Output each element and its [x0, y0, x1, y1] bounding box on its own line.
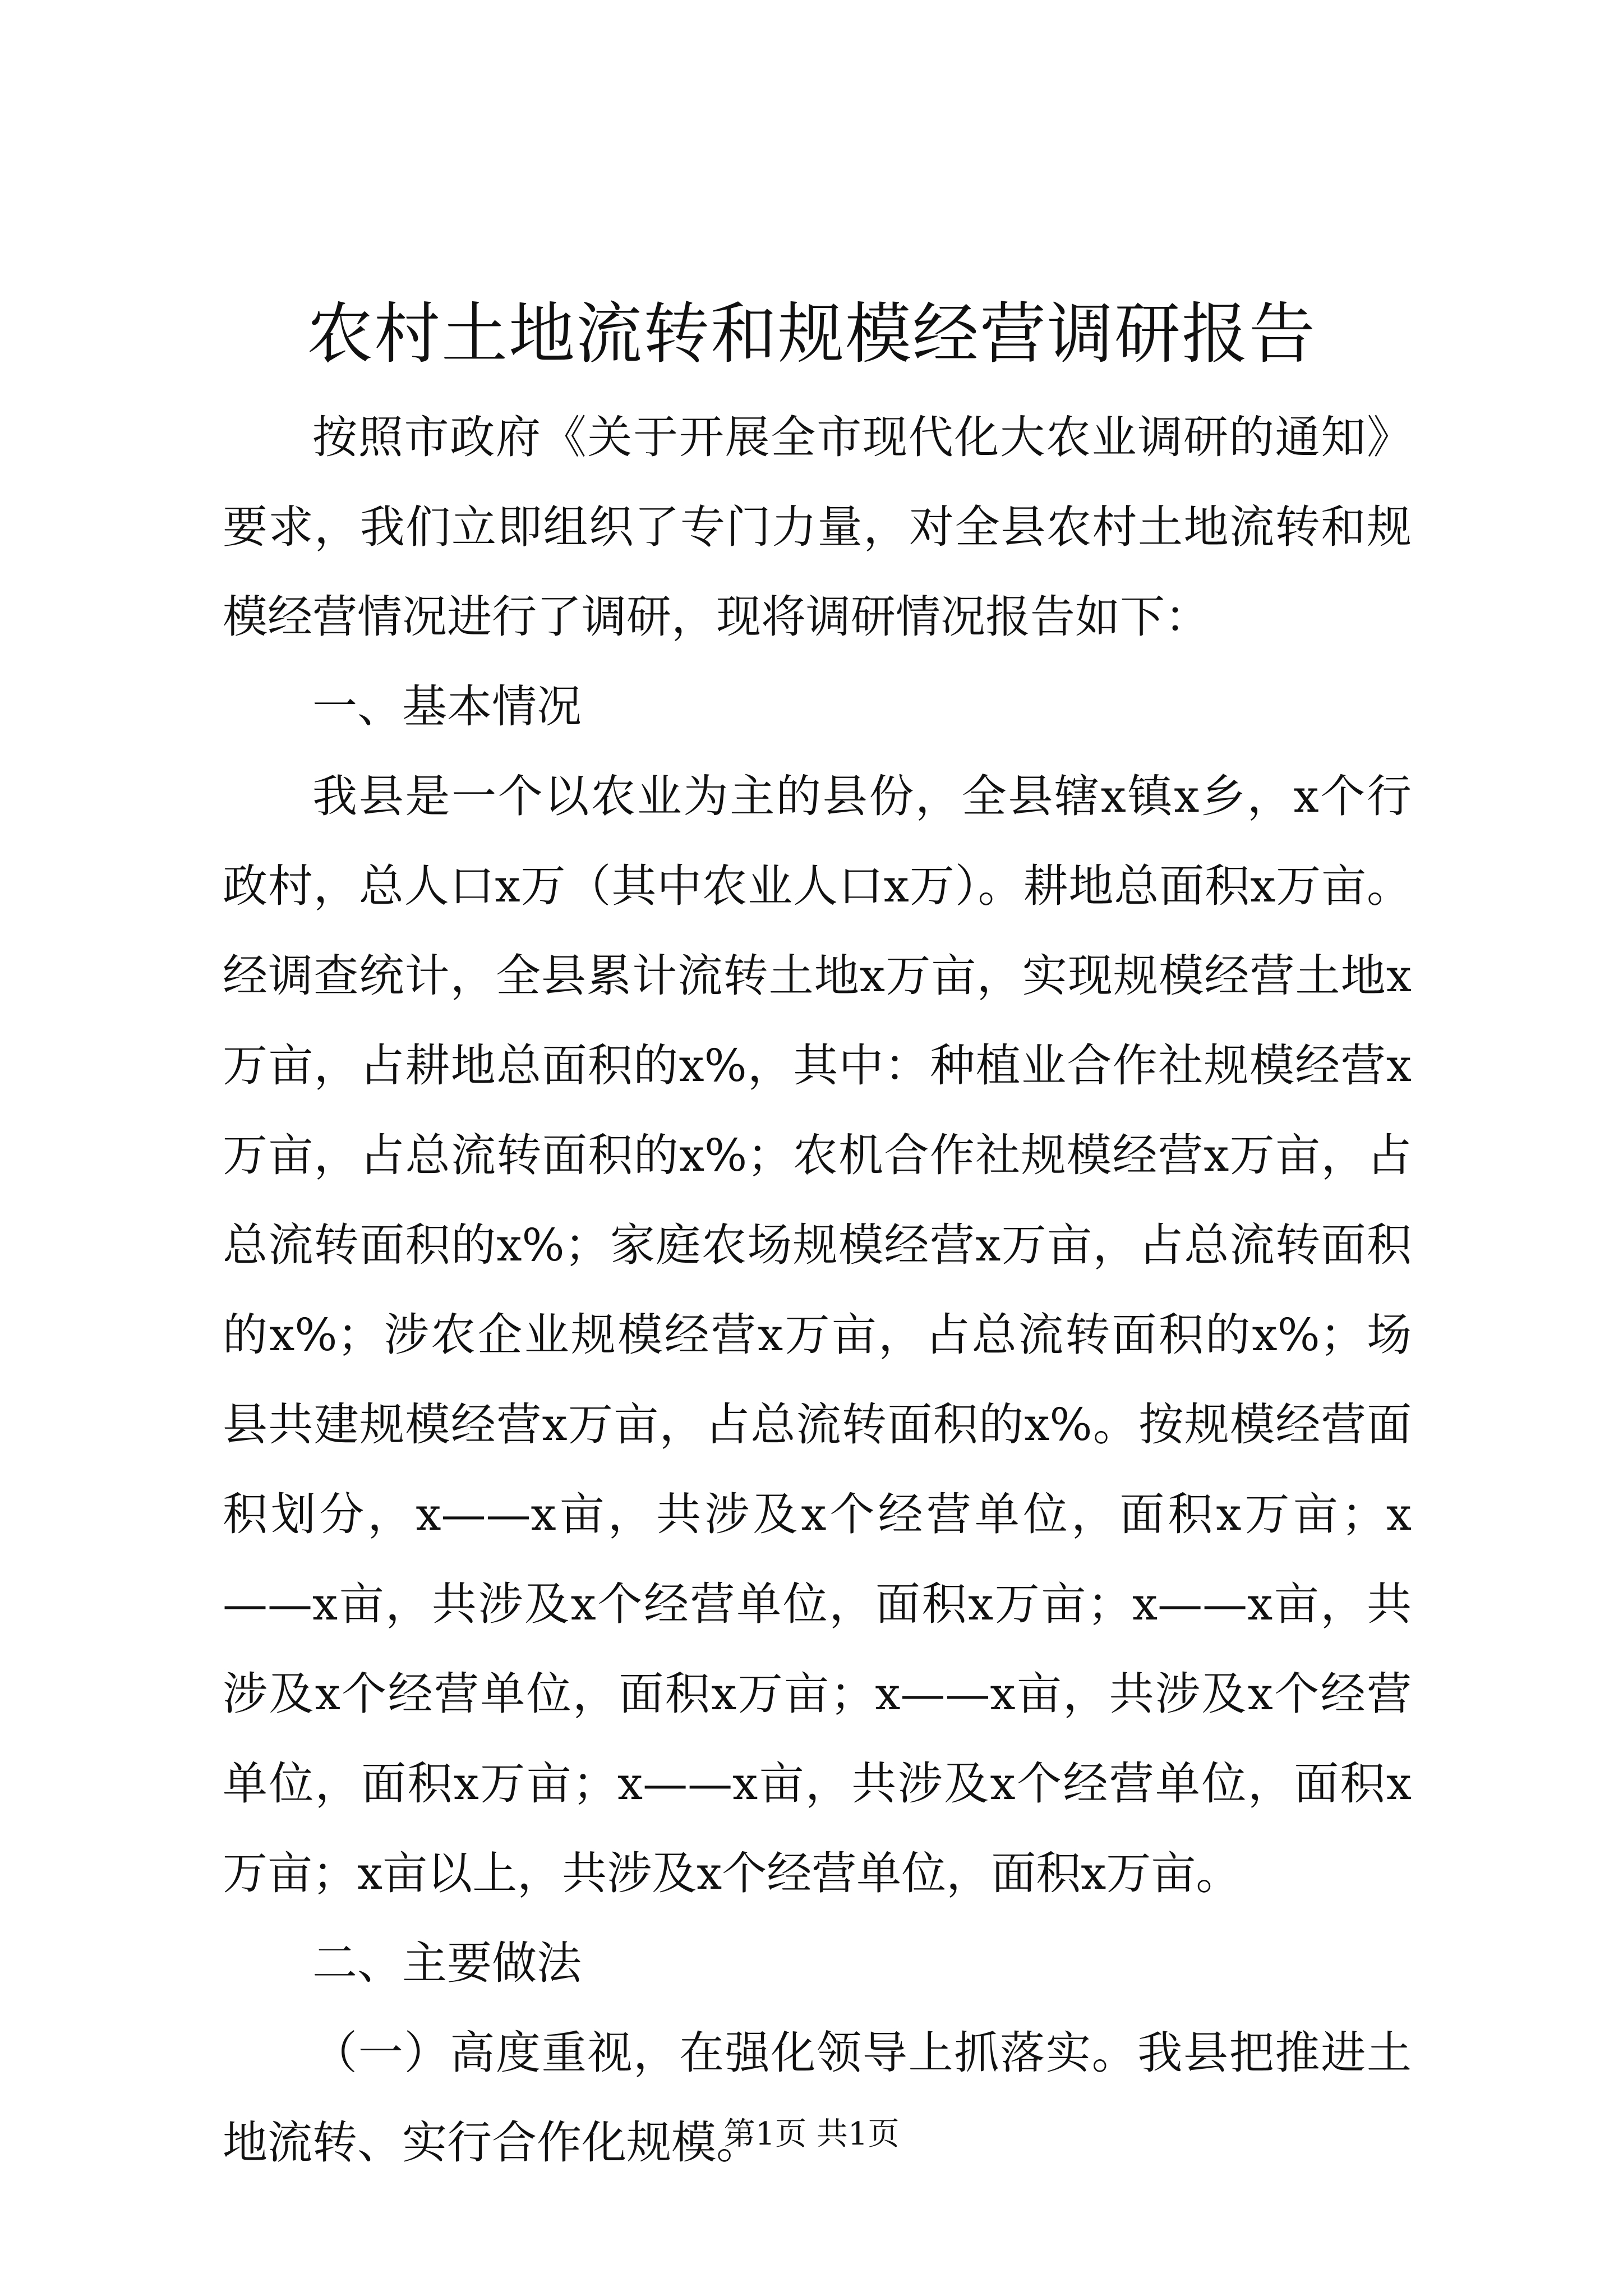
paragraph-method-1: （一）高度重视，在强化领导上抓落实。我县把推进土地流转、实行合作化规模。 [223, 2027, 1412, 2169]
paragraph-intro: 按照市政府《关于开展全市现代化大农业调研的通知》要求，我们立即组织了专门力量，对全县农村土地流转和规模经营情况进行了调研，现将调研情况报告如下： [223, 411, 1412, 643]
document-title: 农村土地流转和规模经营调研报告 [306, 295, 1316, 372]
page-footer: 第1页 共1页 [723, 2116, 900, 2152]
document-body [223, 393, 1412, 2188]
section-heading-methods: 二、主要做法 [312, 1937, 582, 1989]
paragraph-basic-situation: 我县是一个以农业为主的县份，全县辖x镇x乡，x个行政村，总人口x万（其中农业人口x万）。耕地总面积x万亩。经调查统计，全县累计流转土地x万亩，实现规模经营土地x万亩，占耕地总面积的x%，其中：种植业合作社规模经营x万亩，占总流转面积的x%；农机合作社规模经营x万亩，占总流转面积的x%；家庭农场规模经营x万亩，占总流转面积的x%；涉农企业规模经营x万亩，占总流转面积的x%；场县共建规模经营x万亩，占总流转面积的x%。按规模经营面积划分，x——x亩，共涉及x个经营单位，面积x万亩；x——x亩，共涉及x个经营单位，面积x万亩；x——x亩，共涉及x个经营单位，面积x万亩；x——x亩，共涉及x个经营单位，面积x万亩；x——x亩，共涉及x个经营单位，面积x万亩；x亩以上，共涉及x个经营单位，面积x万亩。 [223, 770, 1412, 1899]
section-heading-basic: 一、基本情况 [312, 680, 582, 733]
